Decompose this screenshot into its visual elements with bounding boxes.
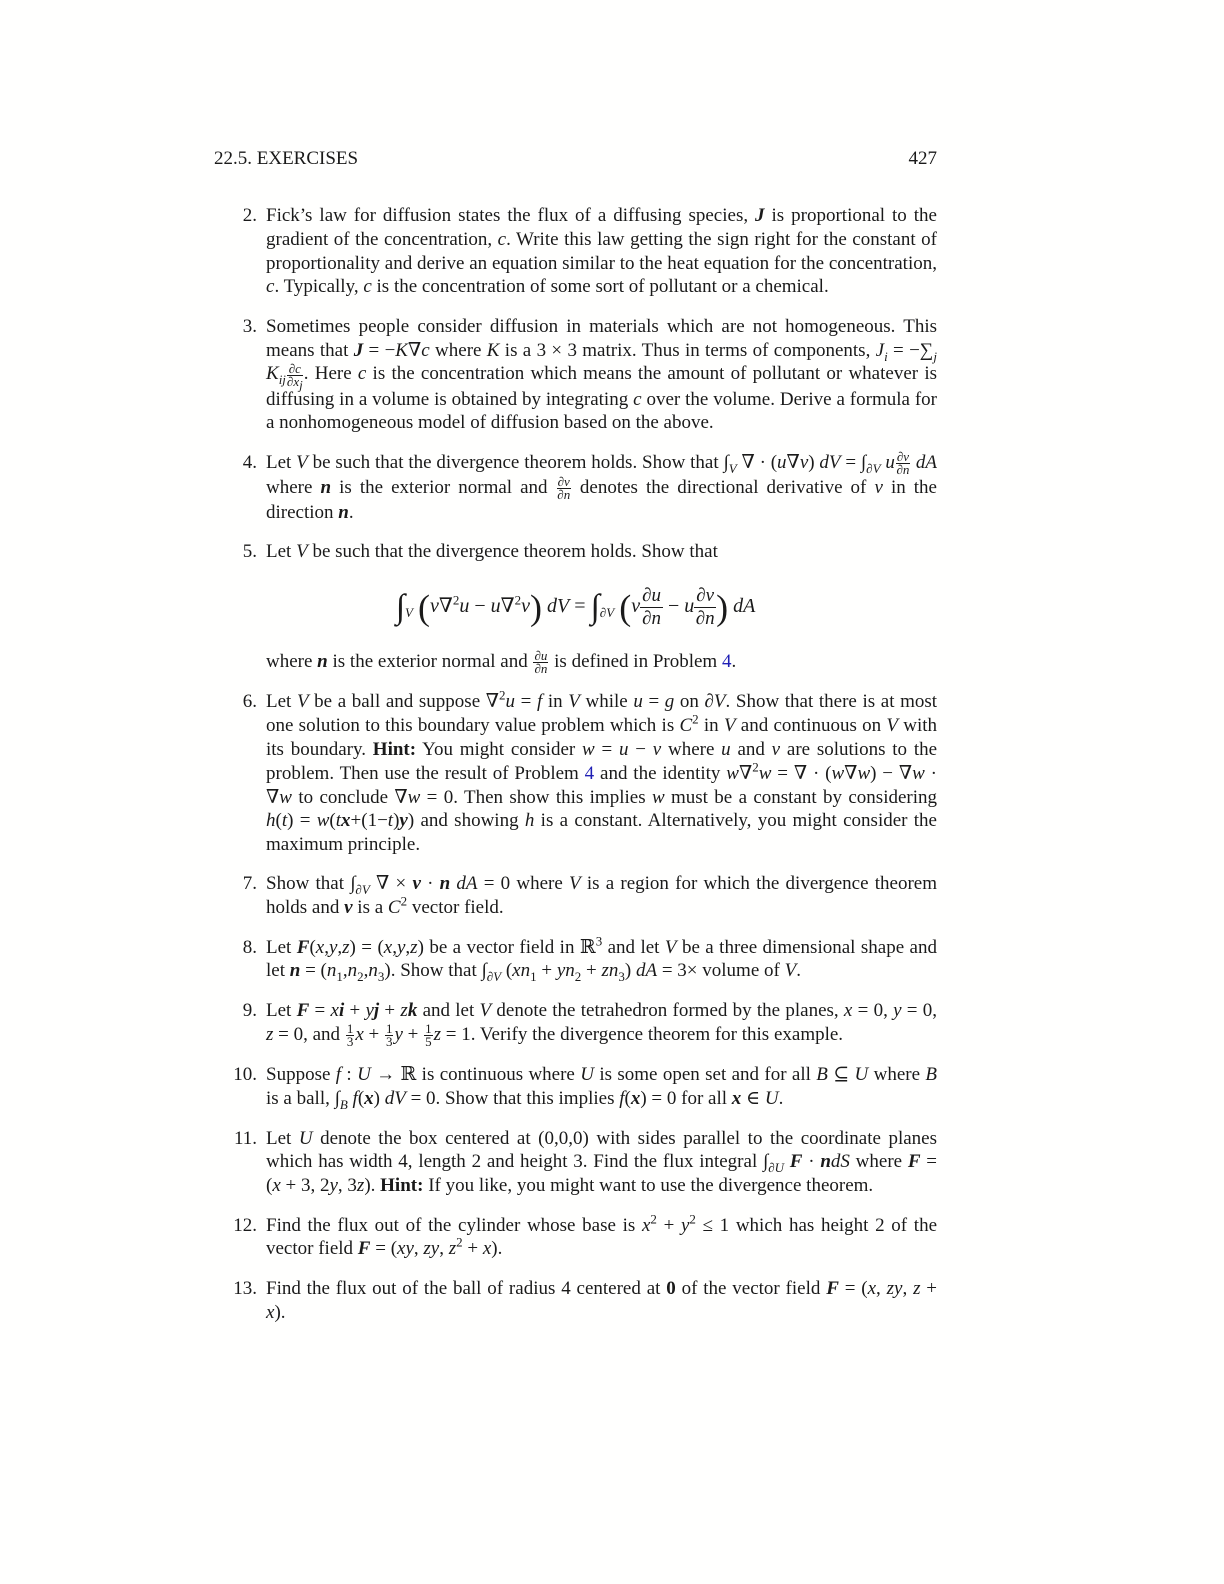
exercise-number: 3. bbox=[242, 315, 257, 337]
running-header bbox=[214, 148, 937, 172]
exercise-number: 4. bbox=[242, 451, 257, 473]
page bbox=[214, 148, 937, 1340]
page-number: 427 bbox=[908, 148, 937, 169]
exercise-number: 8. bbox=[242, 936, 257, 958]
exercise-12 bbox=[214, 1211, 937, 1262]
exercise-13 bbox=[214, 1277, 937, 1325]
exercise-number: 2. bbox=[242, 205, 257, 226]
exercise-10 bbox=[214, 1063, 937, 1111]
exercise-4 bbox=[214, 448, 937, 525]
exercise-text: Fick’s law for diffusion states the flux of a diffusing species, J is proportional to the gradient of the concentration, c. Write this law getting the sign right for the constant of proportionality and derive an equation similar to the heat equation for the concentration, c. Typically, c is the concentration of some sort of pollutant or a chemical. bbox=[266, 205, 937, 298]
display-equation: $\int_V$ (v∇$^2$u − u∇$^2$v) dV = $\int_{\partial V}$ (v $\frac{\partial u}{\partial n}$ − u $\frac{\partial v}{\partial n}$ ) dA bbox=[395, 585, 756, 630]
section-title: 22.5. EXERCISES bbox=[214, 148, 359, 169]
exercise-2 bbox=[214, 204, 937, 299]
exercise-text: Let F(x,y,z) = (x,y,z) be a vector field in ℝ$^3$ and let V be a three dimensional shape and let $n = (n_1,n_2,n_3)$. Show that $\int_{\partial V}$ $(xn_1 + yn_2 + zn_3)$ dA = 3× volume of V. bbox=[266, 933, 937, 985]
exercise-text-after: where n is the exterior normal and $\frac{\partial u}{\partial n}$ is defined in Problem 4. bbox=[266, 647, 737, 676]
exercise-9 bbox=[214, 999, 937, 1048]
exercise-number: 7. bbox=[242, 873, 257, 895]
exercise-number: 13. bbox=[233, 1277, 257, 1299]
exercise-text: Let V be a ball and suppose ∇$^2$u = f in V while u = g on ∂V. Show that there is at most one solution to this boundary value problem which is $C^2$ in V and continuous on V with its boundary. Hint: You might consider w = u − v where u and v are solutions to the problem. Then use the result of Problem 4 and the identity w∇$^2$w = ∇ · (w∇w) − ∇w · ∇w to conclude ∇w = 0. Then show this implies w must be a constant by considering h(t) = w(tx+(1−t)y) and showing h is a constant. Alternatively, you might consider the maximum principle. bbox=[266, 687, 938, 856]
exercise-number: 10. bbox=[233, 1064, 257, 1086]
exercise-number: 6. bbox=[242, 691, 257, 713]
exercise-5 bbox=[214, 540, 937, 674]
exercise-text: Let V be such that the divergence theorem holds. Show that $\int_V$ ∇ · (u∇v) dV = $\int_{\partial V}$ u $\frac{\partial v}{\partial n}$ dA where n is the exterior normal and $\frac{\partial v}{\partial n}$ denotes the directional derivative of v in the direction n. bbox=[266, 448, 937, 523]
problem-link[interactable]: 4 bbox=[584, 762, 595, 784]
exercise-text: Find the flux out of the ball of radius 4 centered at 0 of the vector field F = (x, zy, z + x). bbox=[266, 1277, 938, 1323]
exercise-text: Show that $\int_{\partial V}$ ∇ × v · n dA = 0 where V is a region for which the divergence theorem holds and v is a $C^2$ vector field. bbox=[266, 873, 938, 919]
exercise-11 bbox=[214, 1127, 937, 1198]
problem-link[interactable]: 4 bbox=[721, 650, 732, 672]
exercise-6 bbox=[214, 687, 938, 857]
exercise-3 bbox=[214, 315, 937, 435]
exercise-text: Find the flux out of the cylinder whose base is $x^2 + y^2 \le 1$ which has height 2 of the vector field F = (xy, zy, $z^2 + x$). bbox=[266, 1211, 937, 1260]
exercise-7 bbox=[214, 872, 937, 920]
exercise-text: Suppose f : U → ℝ is continuous where U is some open set and for all B ⊆ U where B is a ball, $\int_B$ f(x) dV = 0. Show that this implies f(x) = 0 for all x ∈ U. bbox=[266, 1064, 938, 1112]
hint-label: Hint: bbox=[380, 1175, 424, 1197]
exercise-number: 9. bbox=[242, 999, 257, 1021]
hint-label: Hint: bbox=[372, 738, 417, 760]
exercise-8 bbox=[214, 933, 937, 985]
exercise-number: 5. bbox=[242, 541, 257, 563]
exercise-text: Let U denote the box centered at (0,0,0) with sides parallel to the coordinate planes which has width 4, length 2 and height 3. Find the flux integral $\int_{\partial U}$ F · ndS where F = (x + 3, 2y, 3z). Hint: If you like, you might want to use the divergence theorem. bbox=[266, 1127, 938, 1197]
exercise-number: 11. bbox=[233, 1127, 257, 1149]
exercise-text: Sometimes people consider diffusion in materials which are not homogeneous. This means that J = −K∇c where K is a 3 × 3 matrix. Thus in terms of components, $J_i = -\sum_j$ $K_{ij}$ $\frac{\partial c}{\partial x_j}$ . Here c is the concentration which means the amount of pollutant or whatever is diffusing in a volume is obtained by integrating c over the volume. Derive a formula for a nonhomogeneous model of diffusion based on the above. bbox=[266, 315, 938, 434]
exercise-text: Let V be such that the divergence theorem holds. Show that bbox=[266, 541, 718, 563]
exercise-number: 12. bbox=[233, 1214, 257, 1236]
exercise-text: Let F = xi + yj + zk and let V denote the tetrahedron formed by the planes, x = 0, y = 0, z = 0, and $\frac{1}{3}$ x + $\frac{1}{3}$ y + $\frac{1}{5}$ z = 1. Verify the divergence theorem for this example. bbox=[266, 999, 937, 1049]
